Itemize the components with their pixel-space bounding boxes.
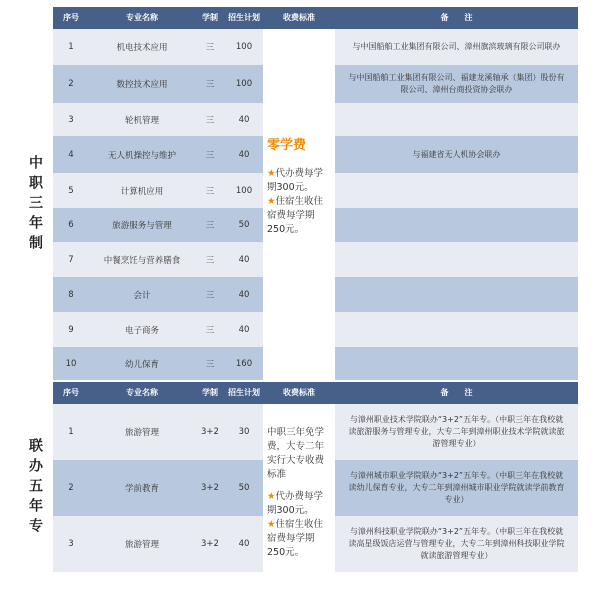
header-quota: 招生计划 — [228, 388, 260, 397]
header-fee: 收费标准 — [283, 388, 315, 397]
row-index: 3 — [68, 114, 74, 125]
fee-item: ★代办费每学期300元。 — [267, 168, 324, 193]
row-remark — [335, 242, 578, 277]
row-major: 数控技术应用 — [116, 80, 168, 90]
header-fee: 收费标准 — [283, 13, 315, 22]
row-remark: 与中国船舶工业集团有限公司、漳州旗滨玻璃有限公司联办 — [335, 29, 578, 65]
row-duration: 三 — [205, 325, 215, 336]
row-major: 旅游管理 — [124, 540, 159, 550]
row-duration: 三 — [205, 80, 215, 90]
row-remark — [335, 277, 578, 312]
header-major: 专业名称 — [126, 13, 158, 22]
row-duration: 三 — [205, 150, 215, 161]
row-quota: 40 — [238, 254, 250, 265]
row-quota: 40 — [238, 324, 250, 335]
row-duration: 3+2 — [201, 427, 219, 437]
row-quota: 50 — [238, 220, 250, 230]
fee-standard — [263, 404, 335, 572]
row-index: 9 — [68, 324, 74, 335]
row-major: 计算机应用 — [120, 186, 164, 197]
row-remark: 与福建省无人机协会联办 — [335, 136, 578, 173]
row-index: 1 — [68, 42, 74, 52]
row-index: 2 — [68, 79, 74, 89]
row-index: 2 — [68, 483, 74, 493]
row-duration: 3+2 — [201, 539, 219, 549]
fee-item: ★住宿生收住宿费每学期250元。 — [267, 519, 324, 558]
row-remark: 与中国船舶工业集团有限公司、福建龙溪轴承（集团）股份有限公司、漳州台商投资协会联办 — [335, 65, 578, 103]
row-duration: 三 — [205, 290, 215, 301]
row-remark — [335, 208, 578, 242]
row-index: 1 — [68, 427, 74, 437]
row-index: 5 — [68, 185, 74, 196]
row-index: 4 — [68, 149, 74, 160]
row-quota: 40 — [238, 114, 250, 125]
star-icon: ★ — [267, 196, 276, 207]
row-duration: 三 — [205, 186, 215, 197]
section-title: 中职三年制 — [17, 29, 53, 380]
row-major: 会计 — [133, 290, 151, 301]
header-major: 专业名称 — [126, 388, 158, 397]
row-remark — [335, 103, 578, 136]
row-remark: 与漳州科技职业学院联办“3+2”五年专。（中职三年在我校就读高星级饭店运营与管理专业，大专二年到漳州科技职业学院就读旅游管理专业） — [335, 516, 578, 572]
row-quota: 100 — [235, 185, 253, 196]
fee-item: ★住宿生收住宿费每学期250元。 — [267, 196, 324, 235]
star-icon: ★ — [267, 491, 276, 502]
header-duration: 学制 — [202, 388, 218, 397]
table-header — [17, 7, 578, 29]
row-duration: 三 — [205, 221, 215, 231]
row-index: 10 — [65, 358, 77, 369]
row-duration: 3+2 — [201, 483, 219, 493]
row-quota: 40 — [238, 539, 250, 549]
row-major: 无人机操控与维护 — [107, 150, 176, 161]
row-major: 学前教育 — [124, 484, 159, 494]
row-duration: 三 — [205, 115, 215, 126]
row-duration: 三 — [205, 255, 215, 266]
row-duration: 三 — [205, 43, 215, 53]
header-duration: 学制 — [202, 13, 218, 22]
row-quota: 40 — [238, 149, 250, 160]
row-quota: 40 — [238, 289, 250, 300]
row-remark — [335, 173, 578, 208]
header-index: 序号 — [63, 13, 79, 22]
header-quota: 招生计划 — [228, 13, 260, 22]
fee-text: 中职三年免学费，大专二年实行大专收费标准 — [267, 427, 325, 480]
row-major: 旅游服务与管理 — [112, 221, 172, 231]
fee-item: ★代办费每学期300元。 — [267, 491, 324, 516]
row-remark: 与漳州职业技术学院联办“3+2”五年专。（中职三年在我校就读旅游服务与管理专业，大专二年到漳州职业技术学院就读旅游管理专业） — [335, 404, 578, 460]
row-remark — [335, 312, 578, 347]
row-index: 7 — [68, 254, 74, 265]
row-index: 3 — [68, 539, 74, 549]
row-major: 机电技术应用 — [116, 43, 168, 53]
row-quota: 100 — [235, 42, 253, 52]
row-quota: 30 — [238, 427, 250, 437]
row-major: 电子商务 — [124, 325, 159, 336]
header-remark: 备 注 — [440, 13, 473, 22]
fee-standard — [263, 29, 335, 380]
row-quota: 160 — [235, 358, 253, 369]
row-remark — [335, 347, 578, 380]
row-index: 8 — [68, 289, 74, 300]
row-major: 中餐烹饪与营养膳食 — [103, 255, 181, 266]
row-quota: 100 — [235, 79, 253, 89]
row-duration: 三 — [205, 359, 215, 370]
section-title: 联办五年专 — [17, 404, 53, 572]
row-major: 幼儿保育 — [124, 359, 159, 370]
row-remark: 与漳州城市职业学院联办“3+2”五年专。（中职三年在我校就读幼儿保育专业，大专二年到漳州城市职业学院就读学前教育专业） — [335, 460, 578, 516]
star-icon: ★ — [267, 168, 276, 179]
header-index: 序号 — [63, 388, 79, 397]
fee-highlight: 零学费 — [267, 138, 307, 153]
row-major: 轮机管理 — [124, 115, 159, 126]
row-major: 旅游管理 — [124, 428, 159, 438]
table-header — [17, 382, 578, 404]
header-remark: 备 注 — [440, 388, 473, 397]
row-index: 6 — [68, 220, 74, 230]
star-icon: ★ — [267, 519, 276, 530]
row-quota: 50 — [238, 483, 250, 493]
